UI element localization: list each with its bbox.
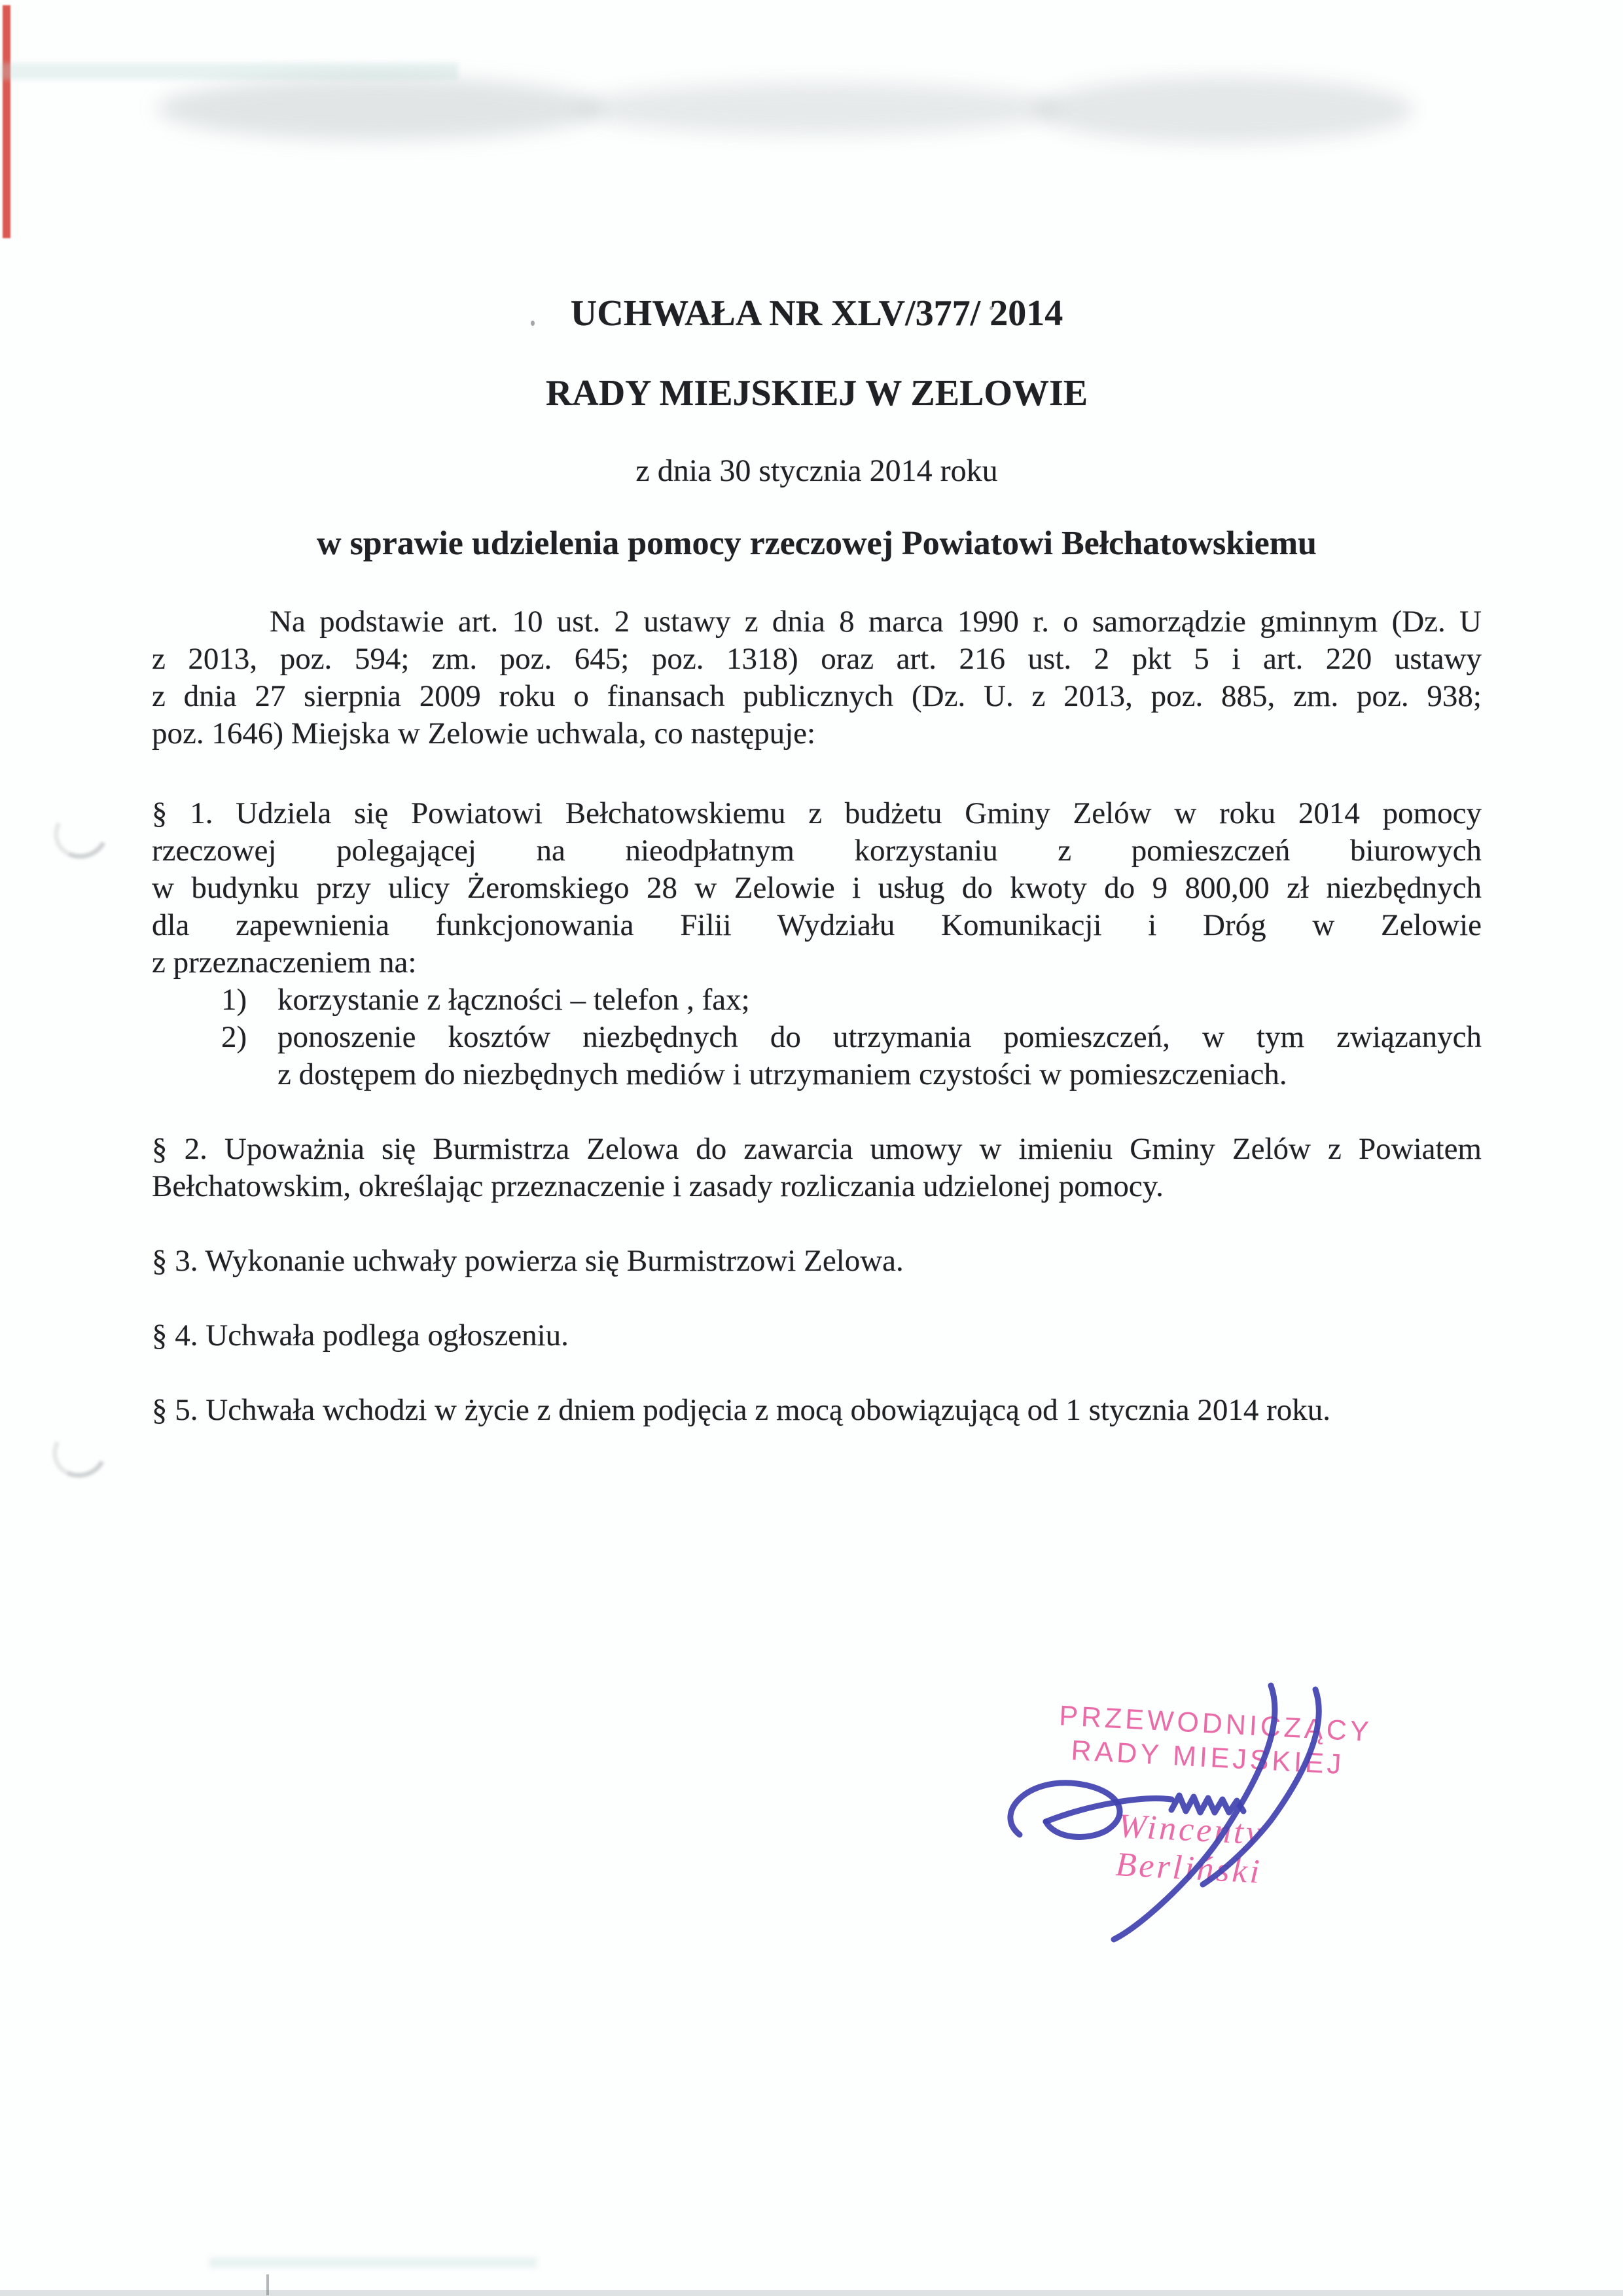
red-edge-scan-artifact: [3, 5, 10, 238]
text-line: § 2. Upoważnia się Burmistrza Zelowa do zawarcia umowy w imieniu Gminy Zelów z Powiatem: [152, 1132, 1482, 1166]
text-line: z dnia 27 sierpnia 2009 roku o finansach publicznych (Dz. U. z 2013, poz. 885, zm. poz. 938;: [152, 679, 1482, 713]
text-line: korzystanie z łączności – telefon , fax;: [277, 983, 750, 1017]
signature-ink: [949, 1649, 1407, 1956]
section-1-paragraph: [152, 795, 1482, 981]
text-line: z przeznaczeniem na:: [152, 945, 417, 980]
resolution-date: z dnia 30 stycznia 2014 roku: [635, 453, 998, 488]
scan-edge-shadow: [0, 2290, 1623, 2296]
resolution-number-title: UCHWAŁA NR XLV/377/ 2014: [570, 293, 1063, 334]
text-line: poz. 1646) Miejska w Zelowie uchwala, co następuje:: [152, 716, 816, 751]
scan-smudge: [576, 82, 1060, 135]
list-item-number: 1): [221, 983, 247, 1017]
list-item-number: 2): [221, 1020, 247, 1054]
document-body: [152, 292, 1482, 1429]
section-5-paragraph: [152, 1392, 1482, 1429]
text-line: Na podstawie art. 10 ust. 2 ustawy z dnia 8 marca 1990 r. o samorządzie gminnym (Dz. U: [270, 605, 1482, 639]
text-line: z dostępem do niezbędnych mediów i utrzymaniem czystości w pomieszczeniach.: [277, 1057, 1287, 1091]
section-2-paragraph: [152, 1131, 1482, 1205]
numbered-list: [152, 981, 1482, 1093]
hole-punch-mark: [47, 800, 115, 866]
text-line: rzeczowej polegającej na nieodpłatnym korzystaniu z pomieszczeń biurowych: [152, 834, 1482, 868]
stamp-chairman-name: Wincenty Berliński: [1115, 1807, 1265, 1891]
section-3-paragraph: [152, 1243, 1482, 1280]
scan-line-artifact-bottom: [209, 2257, 537, 2268]
text-line: § 5. Uchwała wchodzi w życie z dniem podjęcia z mocą obowiązującą od 1 stycznia 2014 roku.: [152, 1393, 1331, 1427]
list-item: [152, 981, 1482, 1019]
text-line: z 2013, poz. 594; zm. poz. 645; poz. 1318) oraz art. 216 ust. 2 pkt 5 i art. 220 ustawy: [152, 642, 1482, 676]
council-name-title: RADY MIEJSKIEJ W ZELOWIE: [545, 373, 1088, 414]
list-item: [152, 1019, 1482, 1093]
text-line: § 1. Udziela się Powiatowi Bełchatowskiemu z budżetu Gminy Zelów w roku 2014 pomocy: [152, 796, 1482, 830]
stamp-title-line: PRZEWODNICZĄCY: [1058, 1700, 1373, 1748]
scan-smudge: [1034, 77, 1414, 143]
text-line: w budynku przy ulicy Żeromskiego 28 w Zelowie i usług do kwoty do 9 800,00 zł niezbędnych: [152, 871, 1482, 905]
section-4-paragraph: [152, 1317, 1482, 1354]
text-line: § 3. Wykonanie uchwały powierza się Burmistrzowi Zelowa.: [152, 1244, 904, 1278]
text-line: § 4. Uchwała podlega ogłoszeniu.: [152, 1318, 569, 1352]
scan-smudge: [157, 77, 602, 140]
text-line: ponoszenie kosztów niezbędnych do utrzymania pomieszczeń, w tym związanych: [277, 1020, 1482, 1054]
text-line: dla zapewnienia funkcjonowania Filii Wydziału Komunikacji i Dróg w Zelowie: [152, 908, 1482, 942]
legal-basis-paragraph: [152, 603, 1482, 752]
text-line: Bełchatowskim, określając przeznaczenie i zasady rozliczania udzielonej pomocy.: [152, 1169, 1164, 1203]
hole-punch-mark: [46, 1419, 114, 1485]
stamp-council-line: RADY MIEJSKIEJ: [1070, 1735, 1346, 1781]
resolution-subject: w sprawie udzielenia pomocy rzeczowej Powiatowi Bełchatowskiemu: [317, 525, 1317, 562]
